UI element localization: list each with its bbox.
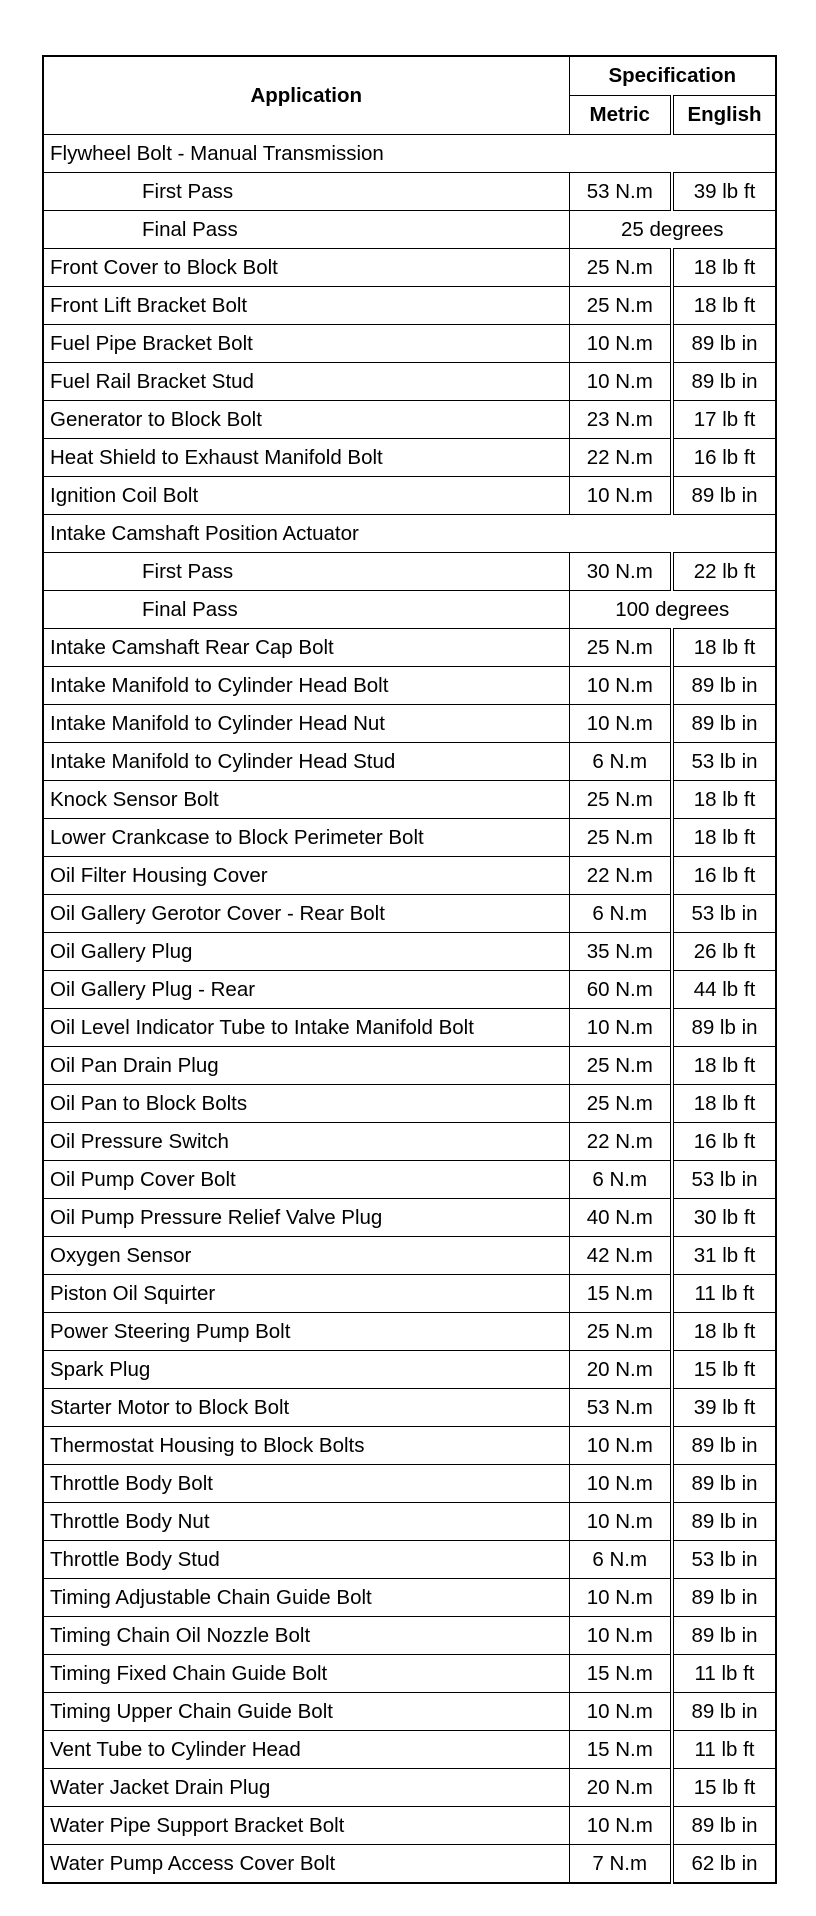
english-value: 62 lb in [672, 1845, 776, 1884]
table-row [43, 211, 776, 249]
application-cell: Knock Sensor Bolt [43, 781, 569, 819]
table-row [43, 1123, 776, 1161]
english-value: 16 lb ft [672, 857, 776, 895]
application-cell: Vent Tube to Cylinder Head [43, 1731, 569, 1769]
english-value: 89 lb in [672, 667, 776, 705]
group-row [43, 135, 776, 173]
metric-value: 22 N.m [569, 439, 672, 477]
specification-header: Specification [569, 56, 776, 96]
english-value: 89 lb in [672, 1427, 776, 1465]
english-value: 22 lb ft [672, 553, 776, 591]
english-value: 89 lb in [672, 1693, 776, 1731]
english-value: 18 lb ft [672, 781, 776, 819]
english-value: 89 lb in [672, 1009, 776, 1047]
english-value: 89 lb in [672, 1503, 776, 1541]
metric-value: 35 N.m [569, 933, 672, 971]
metric-value: 30 N.m [569, 553, 672, 591]
table-row [43, 971, 776, 1009]
english-value: 89 lb in [672, 325, 776, 363]
table-row [43, 1085, 776, 1123]
table-row [43, 1769, 776, 1807]
application-cell: Water Pipe Support Bracket Bolt [43, 1807, 569, 1845]
metric-value: 20 N.m [569, 1351, 672, 1389]
english-value: 89 lb in [672, 1465, 776, 1503]
table-row [43, 363, 776, 401]
application-cell: Timing Upper Chain Guide Bolt [43, 1693, 569, 1731]
metric-value: 25 N.m [569, 629, 672, 667]
application-cell: Throttle Body Bolt [43, 1465, 569, 1503]
english-value: 44 lb ft [672, 971, 776, 1009]
application-cell: Generator to Block Bolt [43, 401, 569, 439]
specification-value: 100 degrees [569, 591, 776, 629]
table-row [43, 1047, 776, 1085]
table-row [43, 1275, 776, 1313]
table-row [43, 1313, 776, 1351]
application-cell: Water Pump Access Cover Bolt [43, 1845, 569, 1884]
english-value: 89 lb in [672, 705, 776, 743]
metric-value: 10 N.m [569, 1693, 672, 1731]
metric-value: 40 N.m [569, 1199, 672, 1237]
table-row [43, 477, 776, 515]
application-cell: Thermostat Housing to Block Bolts [43, 1427, 569, 1465]
english-header: English [672, 96, 776, 135]
metric-value: 42 N.m [569, 1237, 672, 1275]
table-row [43, 705, 776, 743]
english-value: 30 lb ft [672, 1199, 776, 1237]
application-cell: Heat Shield to Exhaust Manifold Bolt [43, 439, 569, 477]
english-value: 89 lb in [672, 477, 776, 515]
application-cell: Timing Adjustable Chain Guide Bolt [43, 1579, 569, 1617]
english-value: 11 lb ft [672, 1655, 776, 1693]
english-value: 89 lb in [672, 1807, 776, 1845]
group-label: Intake Camshaft Position Actuator [43, 515, 776, 553]
metric-value: 15 N.m [569, 1275, 672, 1313]
metric-value: 6 N.m [569, 1161, 672, 1199]
application-cell: Front Cover to Block Bolt [43, 249, 569, 287]
application-cell: Oil Pan Drain Plug [43, 1047, 569, 1085]
application-cell: Intake Camshaft Rear Cap Bolt [43, 629, 569, 667]
english-value: 18 lb ft [672, 1047, 776, 1085]
table-row [43, 553, 776, 591]
metric-value: 10 N.m [569, 325, 672, 363]
english-value: 26 lb ft [672, 933, 776, 971]
table-row [43, 1541, 776, 1579]
metric-value: 23 N.m [569, 401, 672, 439]
metric-value: 10 N.m [569, 1009, 672, 1047]
application-cell: Final Pass [43, 211, 569, 249]
application-cell: Timing Fixed Chain Guide Bolt [43, 1655, 569, 1693]
metric-value: 20 N.m [569, 1769, 672, 1807]
metric-value: 10 N.m [569, 477, 672, 515]
specification-value: 25 degrees [569, 211, 776, 249]
metric-value: 22 N.m [569, 1123, 672, 1161]
metric-value: 10 N.m [569, 1617, 672, 1655]
english-value: 53 lb in [672, 895, 776, 933]
metric-header: Metric [569, 96, 672, 135]
table-row [43, 857, 776, 895]
metric-value: 10 N.m [569, 1807, 672, 1845]
application-cell: Oxygen Sensor [43, 1237, 569, 1275]
application-cell: Piston Oil Squirter [43, 1275, 569, 1313]
table-row [43, 781, 776, 819]
group-row [43, 515, 776, 553]
table-row [43, 1161, 776, 1199]
metric-value: 25 N.m [569, 287, 672, 325]
application-cell: Throttle Body Stud [43, 1541, 569, 1579]
table-row [43, 1237, 776, 1275]
application-cell: First Pass [43, 553, 569, 591]
metric-value: 15 N.m [569, 1731, 672, 1769]
metric-value: 10 N.m [569, 1427, 672, 1465]
table-row [43, 173, 776, 211]
english-value: 53 lb in [672, 1541, 776, 1579]
application-cell: Water Jacket Drain Plug [43, 1769, 569, 1807]
english-value: 53 lb in [672, 1161, 776, 1199]
table-row [43, 1807, 776, 1845]
metric-value: 53 N.m [569, 1389, 672, 1427]
application-cell: Spark Plug [43, 1351, 569, 1389]
application-cell: Oil Pump Cover Bolt [43, 1161, 569, 1199]
metric-value: 25 N.m [569, 1085, 672, 1123]
table-row [43, 743, 776, 781]
application-cell: Fuel Rail Bracket Stud [43, 363, 569, 401]
header-row-top [43, 56, 776, 96]
metric-value: 10 N.m [569, 1503, 672, 1541]
metric-value: 6 N.m [569, 895, 672, 933]
table-row [43, 1009, 776, 1047]
english-value: 11 lb ft [672, 1731, 776, 1769]
application-cell: Oil Pump Pressure Relief Valve Plug [43, 1199, 569, 1237]
application-cell: Intake Manifold to Cylinder Head Stud [43, 743, 569, 781]
table-row [43, 667, 776, 705]
metric-value: 22 N.m [569, 857, 672, 895]
application-cell: Intake Manifold to Cylinder Head Nut [43, 705, 569, 743]
application-cell: First Pass [43, 173, 569, 211]
application-cell: Oil Level Indicator Tube to Intake Manifold Bolt [43, 1009, 569, 1047]
metric-value: 53 N.m [569, 173, 672, 211]
metric-value: 60 N.m [569, 971, 672, 1009]
english-value: 18 lb ft [672, 249, 776, 287]
torque-specification-table [42, 55, 777, 1884]
metric-value: 10 N.m [569, 705, 672, 743]
metric-value: 25 N.m [569, 819, 672, 857]
table-row [43, 591, 776, 629]
application-cell: Oil Pan to Block Bolts [43, 1085, 569, 1123]
metric-value: 25 N.m [569, 1047, 672, 1085]
english-value: 89 lb in [672, 1617, 776, 1655]
metric-value: 10 N.m [569, 1579, 672, 1617]
table-row [43, 1655, 776, 1693]
table-row [43, 1389, 776, 1427]
table-row [43, 1351, 776, 1389]
application-cell: Oil Gallery Plug - Rear [43, 971, 569, 1009]
english-value: 18 lb ft [672, 287, 776, 325]
english-value: 16 lb ft [672, 1123, 776, 1161]
english-value: 11 lb ft [672, 1275, 776, 1313]
application-cell: Front Lift Bracket Bolt [43, 287, 569, 325]
application-cell: Starter Motor to Block Bolt [43, 1389, 569, 1427]
english-value: 15 lb ft [672, 1351, 776, 1389]
application-cell: Oil Filter Housing Cover [43, 857, 569, 895]
english-value: 39 lb ft [672, 1389, 776, 1427]
table-row [43, 1503, 776, 1541]
application-cell: Intake Manifold to Cylinder Head Bolt [43, 667, 569, 705]
table-row [43, 819, 776, 857]
application-cell: Final Pass [43, 591, 569, 629]
english-value: 18 lb ft [672, 1313, 776, 1351]
table-row [43, 439, 776, 477]
application-cell: Power Steering Pump Bolt [43, 1313, 569, 1351]
english-value: 18 lb ft [672, 819, 776, 857]
application-cell: Oil Gallery Gerotor Cover - Rear Bolt [43, 895, 569, 933]
metric-value: 25 N.m [569, 781, 672, 819]
metric-value: 6 N.m [569, 743, 672, 781]
table-row [43, 287, 776, 325]
table-row [43, 1199, 776, 1237]
application-cell: Ignition Coil Bolt [43, 477, 569, 515]
metric-value: 10 N.m [569, 667, 672, 705]
table-row [43, 401, 776, 439]
english-value: 53 lb in [672, 743, 776, 781]
application-cell: Timing Chain Oil Nozzle Bolt [43, 1617, 569, 1655]
metric-value: 10 N.m [569, 1465, 672, 1503]
application-cell: Oil Pressure Switch [43, 1123, 569, 1161]
table-row [43, 629, 776, 667]
application-cell: Lower Crankcase to Block Perimeter Bolt [43, 819, 569, 857]
application-cell: Throttle Body Nut [43, 1503, 569, 1541]
english-value: 15 lb ft [672, 1769, 776, 1807]
metric-value: 7 N.m [569, 1845, 672, 1884]
metric-value: 10 N.m [569, 363, 672, 401]
english-value: 17 lb ft [672, 401, 776, 439]
table-row [43, 1731, 776, 1769]
application-header: Application [43, 56, 569, 135]
table-row [43, 1693, 776, 1731]
english-value: 89 lb in [672, 363, 776, 401]
english-value: 18 lb ft [672, 629, 776, 667]
table-row [43, 1579, 776, 1617]
table-row [43, 1465, 776, 1503]
english-value: 39 lb ft [672, 173, 776, 211]
table-row [43, 1617, 776, 1655]
english-value: 16 lb ft [672, 439, 776, 477]
metric-value: 25 N.m [569, 249, 672, 287]
table-row [43, 895, 776, 933]
application-cell: Fuel Pipe Bracket Bolt [43, 325, 569, 363]
table-row [43, 933, 776, 971]
table-row [43, 1845, 776, 1884]
table-row [43, 325, 776, 363]
table-row [43, 1427, 776, 1465]
english-value: 31 lb ft [672, 1237, 776, 1275]
metric-value: 15 N.m [569, 1655, 672, 1693]
english-value: 89 lb in [672, 1579, 776, 1617]
metric-value: 25 N.m [569, 1313, 672, 1351]
metric-value: 6 N.m [569, 1541, 672, 1579]
group-label: Flywheel Bolt - Manual Transmission [43, 135, 776, 173]
application-cell: Oil Gallery Plug [43, 933, 569, 971]
table-row [43, 249, 776, 287]
english-value: 18 lb ft [672, 1085, 776, 1123]
